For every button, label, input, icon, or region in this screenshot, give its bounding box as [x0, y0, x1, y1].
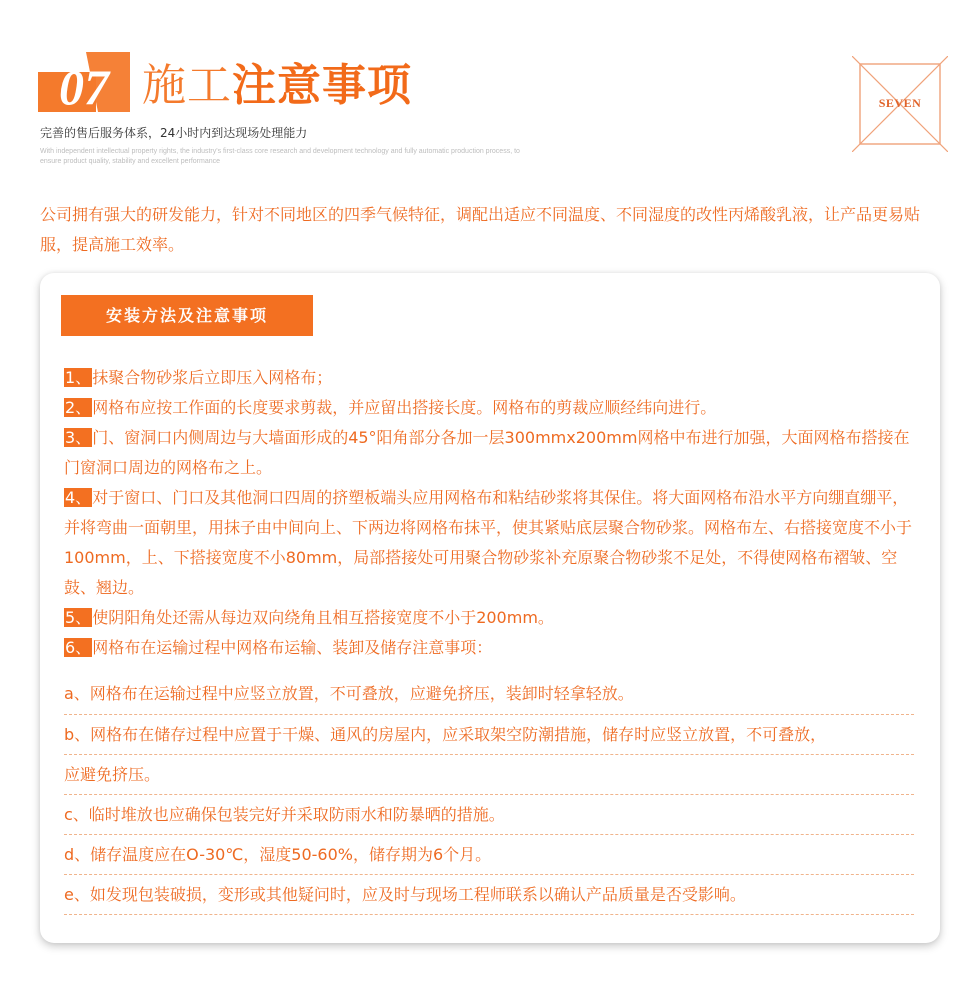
section-number: 07: [59, 59, 109, 112]
step-item: [64, 603, 920, 633]
step-number: 4、: [65, 488, 92, 507]
step-number: 3、: [65, 428, 92, 447]
step-number: 6、: [65, 638, 92, 657]
step-item: [64, 633, 920, 663]
note-item: a、网格布在运输过程中应竖立放置，不可叠放，应避免挤压，装卸时轻拿轻放。: [64, 674, 914, 715]
english-description: With independent intellectual property rights, the industry's first-class core research and development technology and fully automatic production process, to ensure product quality, stability and excellent performance: [40, 148, 520, 165]
step-text: 门、窗洞口内侧周边与大墙面形成的45°阳角部分各加一层300mmx200mm网格中布进行加强，大面网格布搭接在门窗洞口周边的网格布之上。: [64, 428, 910, 477]
step-text: 对于窗口、门口及其他洞口四周的挤塑板端头应用网格布和粘结砂浆将其保住。将大面网格布沿水平方向绷直绷平，并将弯曲一面朝里，用抹子由中间向上、下两边将网格布抹平，使其紧贴底层聚合物砂浆。网格布左、右搭接宽度不小于100mm，上、下搭接宽度不小80mm，局部搭接处可用聚合物砂浆补充原聚合物砂浆不足处，不得使网格布褶皱、空鼓、翘边。: [64, 488, 913, 597]
steps-list: [64, 363, 920, 663]
step-number: 1、: [65, 368, 92, 387]
step-text: 使阴阳角处还需从每边双向绕角且相互搭接宽度不小于200mm。: [92, 608, 554, 627]
seven-stamp-text: SEVEN: [878, 96, 922, 110]
note-item: c、临时堆放也应确保包装完好并采取防雨水和防暴晒的措施。: [64, 795, 914, 835]
step-text: 网格布在运输过程中网格布运输、装卸及储存注意事项：: [92, 638, 493, 657]
note-item: b、网格布在储存过程中应置于干燥、通风的房屋内，应采取架空防潮措施，储存时应竖立放置，不可叠放，: [64, 715, 914, 755]
step-text: 网格布应按工作面的长度要求剪裁，并应留出搭接长度。网格布的剪裁应顺经纬向进行。: [92, 398, 717, 417]
note-item: e、如发现包装破损，变形或其他疑问时，应及时与现场工程师联系以确认产品质量是否受影响。: [64, 875, 914, 915]
section-number-badge: [38, 52, 130, 112]
step-item: [64, 483, 920, 603]
title-bold: 注意事项: [232, 60, 412, 111]
note-item: 应避免挤压。: [64, 755, 914, 795]
step-item: [64, 423, 920, 483]
step-item: [64, 363, 920, 393]
step-number: 2、: [65, 398, 92, 417]
title-light: 施工: [142, 60, 232, 111]
step-number: 5、: [65, 608, 92, 627]
page-title: [142, 56, 412, 116]
intro-paragraph: 公司拥有强大的研发能力，针对不同地区的四季气候特征，调配出适应不同温度、不同湿度的改性丙烯酸乳液，让产品更易贴服，提高施工效率。: [40, 205, 921, 254]
step-item: [64, 393, 920, 423]
step-text: 抹聚合物砂浆后立即压入网格布；: [92, 368, 333, 387]
note-item: d、储存温度应在O-30℃，湿度50-60%，储存期为6个月。: [64, 835, 914, 875]
subtitle: 完善的售后服务体系，24小时内到达现场处理能力: [40, 126, 308, 140]
notes-list: [64, 674, 914, 915]
card-title: 安装方法及注意事项: [61, 295, 313, 336]
